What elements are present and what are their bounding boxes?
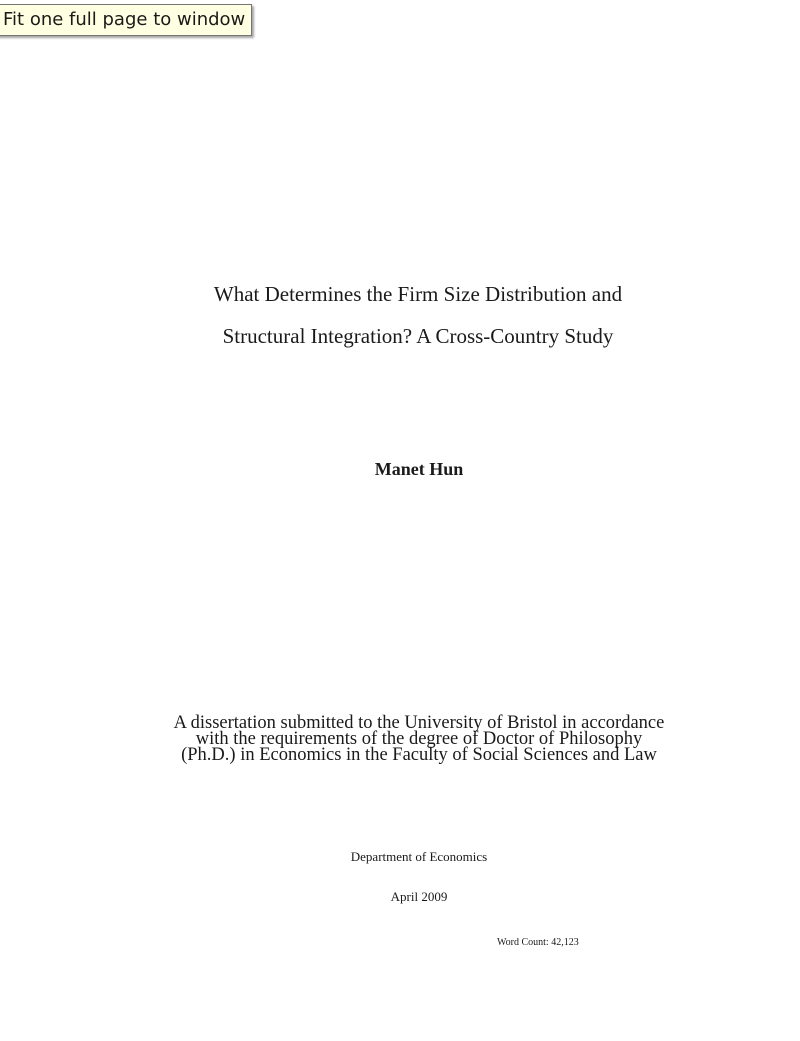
department: Department of Economics	[350, 849, 488, 864]
statement-line-2: with the requirements of the degree of Doctor of Philosophy	[195, 729, 643, 749]
dissertation-statement	[0, 715, 800, 763]
author-name: Manet Hun	[374, 459, 464, 479]
statement-line-1: A dissertation submitted to the University of Bristol in accordance	[173, 713, 665, 733]
submission-date: April 2009	[390, 889, 448, 904]
fit-page-tooltip: Fit one full page to window	[0, 4, 252, 36]
title-line-1: What Determines the Firm Size Distribution and	[213, 282, 623, 306]
statement-line-3: (Ph.D.) in Economics in the Faculty of Social Sciences and Law	[181, 745, 657, 765]
title-line-2: Structural Integration? A Cross-Country Study	[222, 324, 614, 348]
word-count: Word Count: 42,123	[497, 937, 579, 948]
